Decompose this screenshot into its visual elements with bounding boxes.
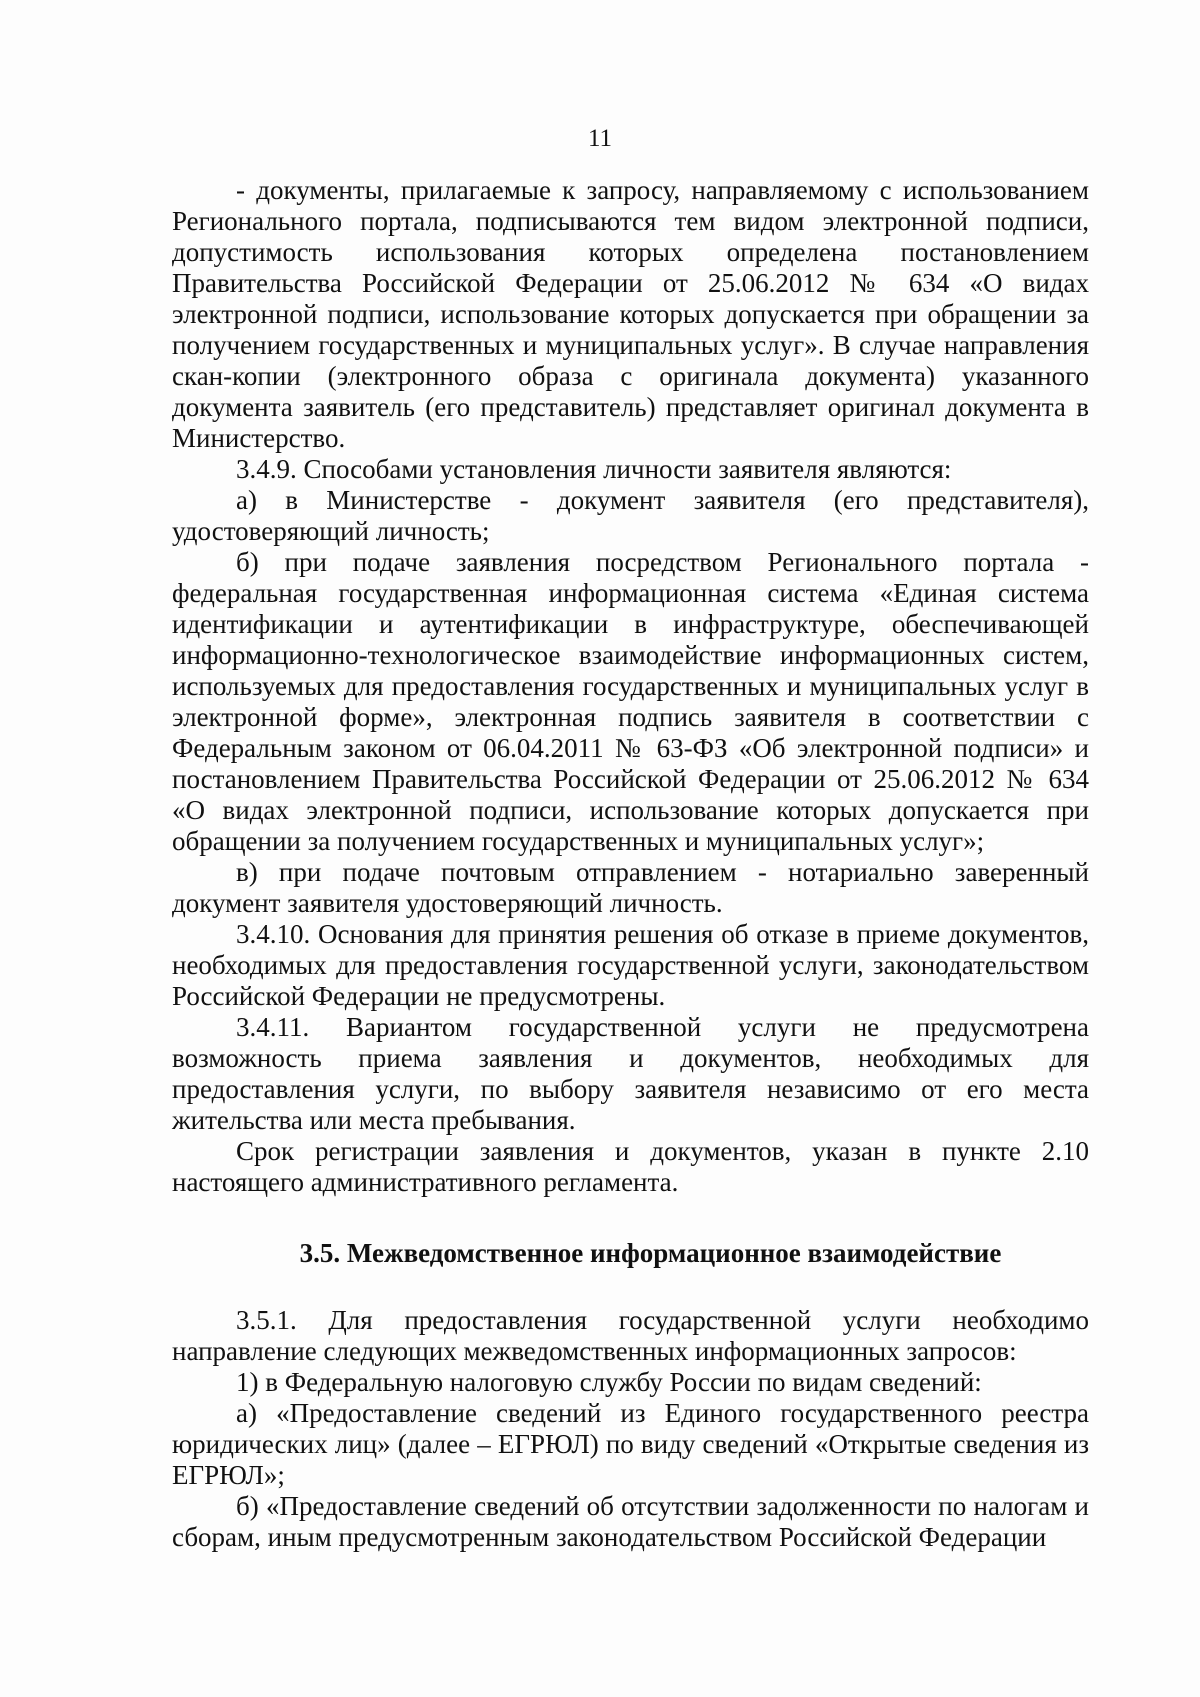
paragraph-3-4-10: 3.4.10. Основания для принятия решения об отказе в приеме документов, необходимых для предоставления государственной услуги, законодательством Российской Федерации не предусмотрены.: [172, 919, 1089, 1011]
document-body: [172, 175, 1089, 1553]
section-heading-3-5: 3.5. Межведомственное информационное взаимодействие: [299, 1238, 1002, 1268]
paragraph-3-5-1-item-1-a: а) «Предоставление сведений из Единого государственного реестра юридических лиц» (далее – ЕГРЮЛ) по виду сведений «Открытые сведения из ЕГРЮЛ»;: [172, 1398, 1089, 1490]
paragraph-signature-requirements: - документы, прилагаемые к запросу, направляемому с использованием Регионального портала, подписываются тем видом электронной подписи, допустимость использования которых определена постановлением Правительства Российской Федерации от 25.06.2012 № 634 «О видах электронной подписи, использование которых допускается при обращении за получением государственных и муниципальных услуг». В случае направления скан-копии (электронного образа с оригинала документа) указанного документа заявитель (его представитель) представляет оригинал документа в Министерство.: [172, 175, 1089, 453]
paragraph-3-5-1-item-1-b: б) «Предоставление сведений об отсутствии задолженности по налогам и сборам, иным предусмотренным законодательством Российской Федерации: [172, 1491, 1089, 1552]
paragraph-registration-term: Срок регистрации заявления и документов, указан в пункте 2.10 настоящего административного регламента.: [172, 1136, 1089, 1197]
paragraph-3-4-9: 3.4.9. Способами установления личности заявителя являются:: [236, 454, 952, 484]
paragraph-3-4-9-v: в) при подаче почтовым отправлением - нотариально заверенный документ заявителя удостоверяющий личность.: [172, 857, 1089, 918]
paragraph-3-5-1-item-1: 1) в Федеральную налоговую службу России по видам сведений:: [236, 1367, 982, 1397]
paragraph-3-4-9-a: а) в Министерстве - документ заявителя (его представителя), удостоверяющий личность;: [172, 485, 1089, 546]
paragraph-3-4-9-b: б) при подаче заявления посредством Регионального портала - федеральная государственная информационная система «Единая система идентификации и аутентификации в инфраструктуре, обеспечивающей информационно-технологическое взаимодействие информационных систем, используемых для предоставления государственных и муниципальных услуг в электронной форме», электронная подпись заявителя в соответствии с Федеральным законом от 06.04.2011 № 63-ФЗ «Об электронной подписи» и постановлением Правительства Российской Федерации от 25.06.2012 № 634 «О видах электронной подписи, использование которых допускается при обращении за получением государственных и муниципальных услуг»;: [172, 547, 1089, 856]
paragraph-3-5-1: 3.5.1. Для предоставления государственной услуги необходимо направление следующих межведомственных информационных запросов:: [172, 1305, 1089, 1366]
paragraph-3-4-11: 3.4.11. Вариантом государственной услуги не предусмотрена возможность приема заявления и документов, необходимых для предоставления услуги, по выбору заявителя независимо от его места жительства или места пребывания.: [172, 1012, 1089, 1135]
page-number: 11: [587, 125, 613, 152]
